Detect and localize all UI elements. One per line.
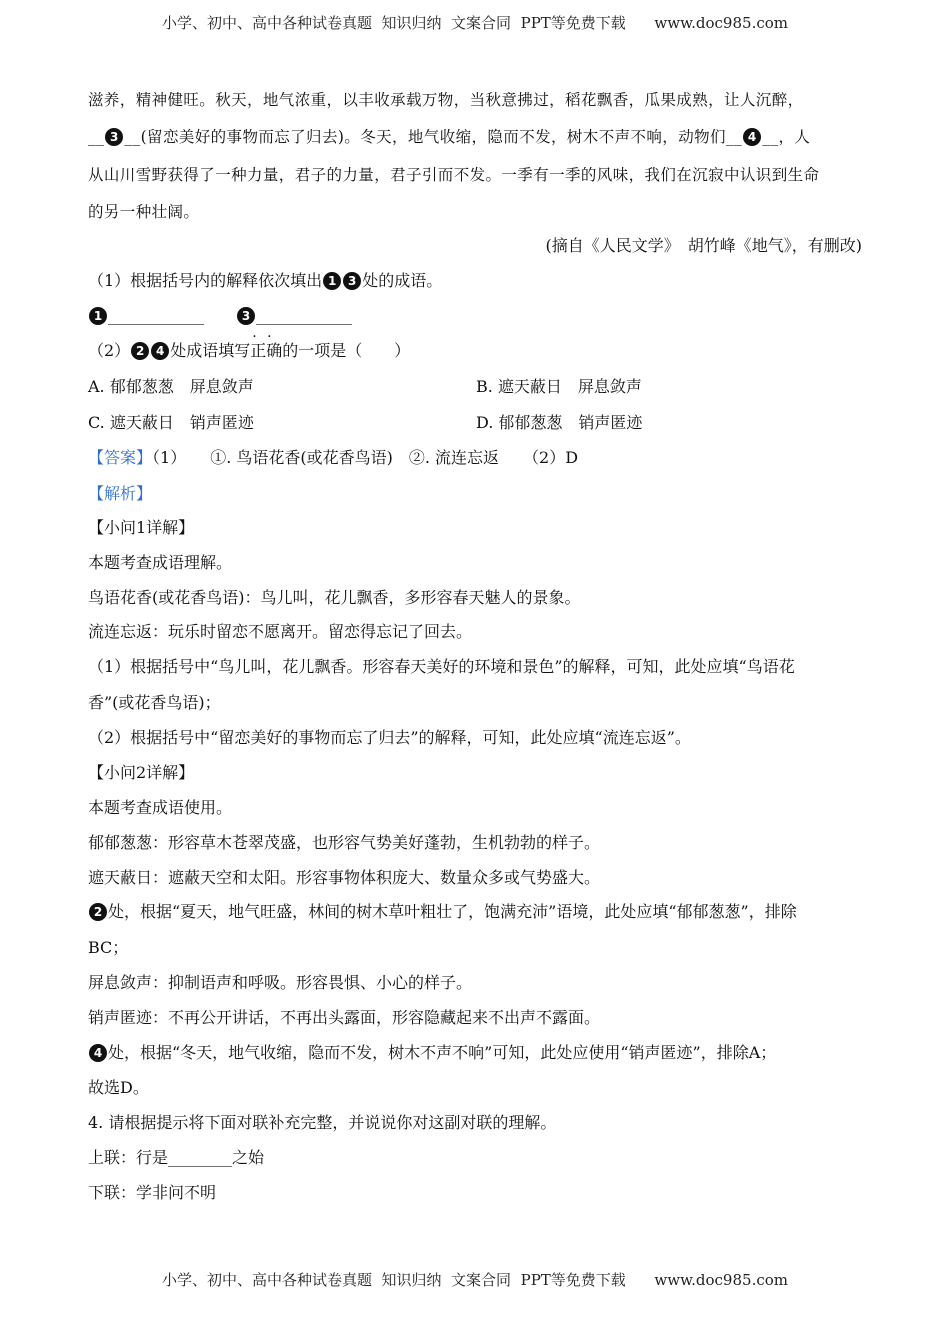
- answer-blank-1: ____________: [108, 306, 204, 325]
- passage-line-3: 从山川雪野获得了一种力量，君子的力量，君子引而不发。一季有一季的风味，我们在沉寂中认识到生命: [88, 166, 820, 184]
- analysis-line: 销声匿迹：不再公开讲话，不再出头露面，形容隐藏起来不出声不露面。: [88, 1008, 601, 1027]
- analysis-line: 郁郁葱葱：形容草木苍翠茂盛，也形容气势美好蓬勃，生机勃勃的样子。: [88, 833, 601, 852]
- option-a: A. 郁郁葱葱 屏息敛声: [88, 377, 254, 396]
- page-footer: 小学、初中、高中各种试卷真题 知识归纳 文案合同 PPT等免费下载 www.doc985.com: [161, 1271, 788, 1289]
- question-2-prompt-text: （2）: [88, 341, 131, 360]
- analysis-line: 【小问2详解】: [88, 763, 195, 782]
- analysis-label: 【解析】: [88, 484, 153, 503]
- question-2-prompt-middle: 处成语填写: [170, 341, 251, 360]
- circled-number-2-icon: 2: [89, 903, 107, 921]
- analysis-conclusion: 故选D。: [88, 1078, 149, 1097]
- circled-number-2-icon: 2: [131, 342, 149, 360]
- analysis-line: 香”(或花香鸟语)；: [88, 693, 221, 712]
- circled-number-3-icon: 3: [343, 272, 361, 290]
- answer-blank-3: ____________: [256, 306, 352, 325]
- circled-number-1-icon: 1: [323, 272, 341, 290]
- analysis-line: （2）根据括号中“留恋美好的事物而忘了归去”的解释，可知，此处应填“流连忘返”。: [88, 728, 691, 747]
- passage-line-2-end: __，人: [762, 128, 811, 146]
- circled-number-3-icon: 3: [237, 307, 255, 325]
- analysis-line-item-2: [88, 901, 797, 923]
- analysis-line-item-2-text: 处，根据“夏天，地气旺盛，林间的树木草叶粗壮了，饱满充沛”语境，此处应填“郁郁葱葱”，排除: [108, 902, 797, 921]
- question-2-prompt-end: 的一项是（ ）: [282, 341, 411, 360]
- analysis-line-item-4-text: 处，根据“冬天，地气收缩，隐而不发，树木不声不响”可知，此处应使用“销声匿迹”，排除A；: [108, 1043, 777, 1062]
- circled-number-1-icon: 1: [89, 307, 107, 325]
- analysis-line: BC；: [88, 938, 129, 957]
- option-b: B. 遮天蔽日 屏息敛声: [476, 377, 642, 396]
- page-header: 小学、初中、高中各种试卷真题 知识归纳 文案合同 PPT等免费下载 www.doc985.com: [161, 14, 788, 32]
- analysis-line: 屏息敛声：抑制语声和呼吸。形容畏惧、小心的样子。: [88, 973, 473, 992]
- question-4-prompt: 4. 请根据提示将下面对联补充完整，并说说你对这副对联的理解。: [88, 1113, 557, 1132]
- circled-number-4-icon: 4: [151, 342, 169, 360]
- option-d: D. 郁郁葱葱 销声匿迹: [476, 413, 643, 432]
- answer-label: 【答案】: [88, 448, 153, 467]
- passage-source: (摘自《人民文学》 胡竹峰《地气》，有删改): [545, 236, 862, 255]
- analysis-line: 本题考查成语理解。: [88, 553, 233, 572]
- option-c: C. 遮天蔽日 销声匿迹: [88, 413, 254, 432]
- passage-line-2: [88, 126, 810, 148]
- question-1-prompt-text: （1）根据括号内的解释依次填出: [88, 271, 323, 290]
- blank-prefix: __: [88, 128, 105, 146]
- question-1-blanks: [88, 305, 352, 327]
- couplet-upper: 上联：行是________之始: [88, 1148, 265, 1167]
- analysis-line-item-4: [88, 1042, 776, 1064]
- circled-number-4-icon: 4: [743, 128, 761, 146]
- circled-number-3-icon: 3: [105, 128, 123, 146]
- analysis-line: （1）根据括号中“鸟儿叫，花儿飘香。形容春天美好的环境和景色”的解释，可知，此处应填“鸟语花: [88, 657, 795, 676]
- answer-line: [88, 447, 578, 469]
- circled-number-4-icon: 4: [89, 1044, 107, 1062]
- analysis-line: 鸟语花香(或花香鸟语)：鸟儿叫，花儿飘香，多形容春天魅人的景象。: [88, 588, 581, 607]
- analysis-line: 【小问1详解】: [88, 518, 195, 537]
- question-1-prompt-end: 处的成语。: [362, 271, 443, 290]
- analysis-line: 流连忘返：玩乐时留恋不愿离开。留恋得忘记了回去。: [88, 622, 473, 641]
- passage-line-4: 的另一种壮阔。: [88, 203, 200, 221]
- answer-text: （1） ①. 鸟语花香(或花香鸟语) ②. 流连忘返 （2）D: [152, 448, 579, 467]
- passage-line-1: 滋养，精神健旺。秋天，地气浓重，以丰收承载万物，当秋意拂过，稻花飘香，瓜果成熟，让人沉醉，: [88, 91, 804, 109]
- question-2-prompt: [88, 340, 410, 362]
- couplet-lower: 下联：学非问不明: [88, 1183, 217, 1202]
- analysis-line: 遮天蔽日：遮蔽天空和太阳。形容事物体积庞大、数量众多或气势盛大。: [88, 868, 601, 887]
- analysis-line: 本题考查成语使用。: [88, 798, 233, 817]
- question-1-prompt: [88, 270, 442, 292]
- emphasis-dotted-word: · · 正确: [250, 340, 282, 362]
- passage-line-2-middle: __(留恋美好的事物而忘了归去)。冬天，地气收缩，隐而不发，树木不声不响，动物们__: [124, 128, 743, 146]
